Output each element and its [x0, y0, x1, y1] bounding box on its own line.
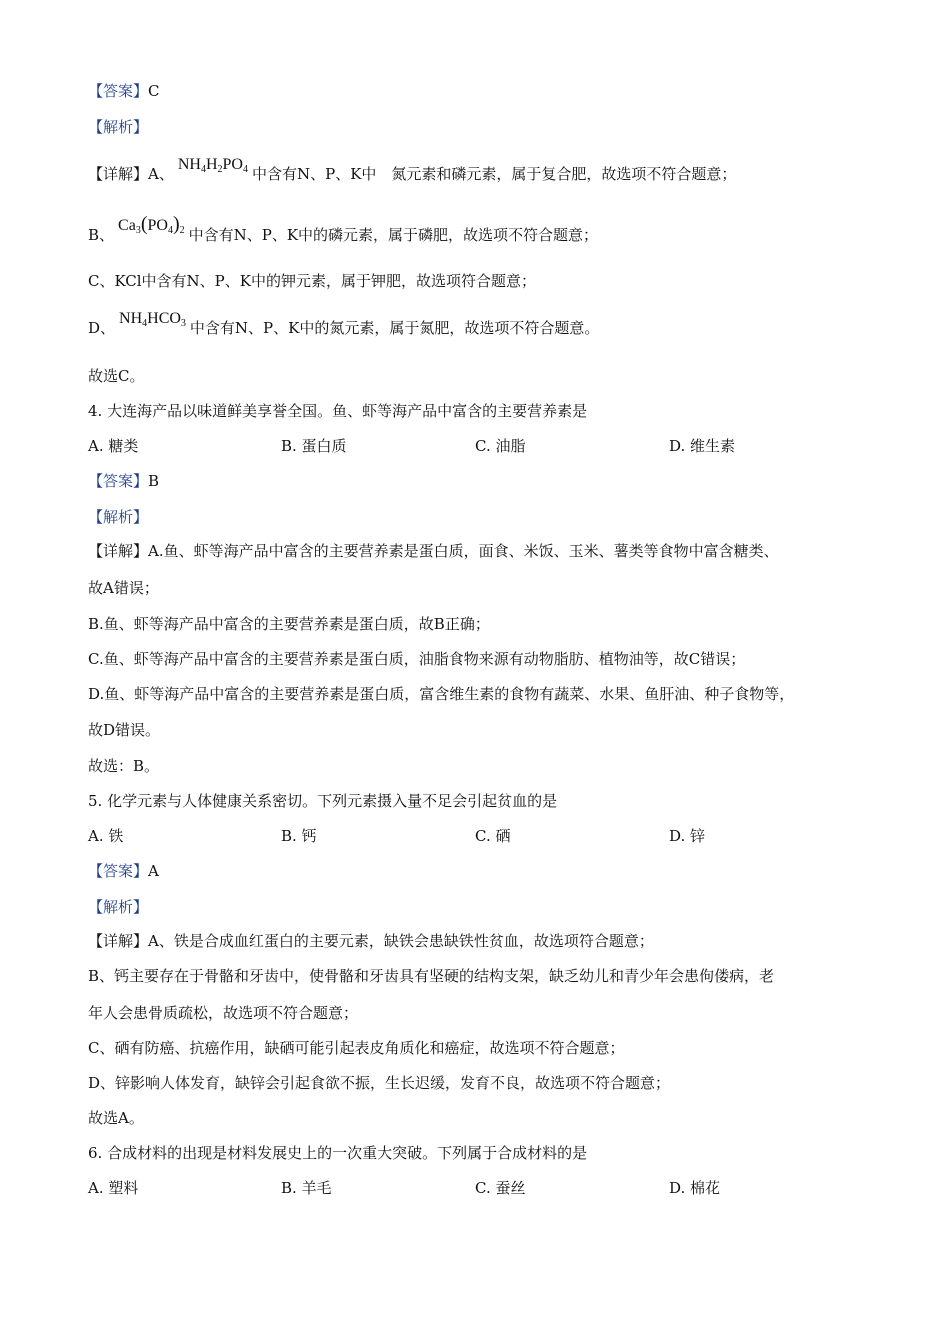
- formula-ca3po42: $Ca_3(PO_4)_2$: [118, 213, 185, 236]
- q4-option-b: B. 蛋白质: [281, 437, 347, 455]
- question-5-stem: 5. 化学元素与人体健康关系密切。下列元素摄入量不足会引起贫血的是: [88, 792, 558, 810]
- answer-line-q5: 【答案】A: [88, 862, 159, 880]
- conclusion-q3: 故选C。: [88, 367, 145, 385]
- q4-option-a: A. 糖类: [88, 437, 139, 455]
- answer-value: B: [148, 472, 160, 490]
- detail-q4-line-2: 故A错误；: [88, 579, 159, 597]
- q5-option-c: C. 硒: [475, 827, 511, 845]
- detail-q3-a: 【详解】A、$NH_4H_2PO_4$ 中含有N、P、K中 氮元素和磷元素，属于复合肥，故选项不符合题意；: [88, 156, 737, 183]
- detail-q5-line-4: C、硒有防癌、抗癌作用，缺硒可能引起表皮角质化和癌症，故选项不符合题意；: [88, 1039, 625, 1057]
- analysis-tag-q5: 【解析】: [88, 898, 149, 916]
- answer-value: A: [148, 862, 159, 880]
- formula-nh4hco3: $NH_4HCO_3$: [119, 310, 186, 329]
- detail-q4-line-1: 【详解】A.鱼、虾等海产品中富含的主要营养素是蛋白质，面食、米饭、玉米、薯类等食物中富含糖类、: [88, 542, 779, 560]
- q4-option-d: D. 维生素: [669, 437, 736, 455]
- detail-tag: 【详解】: [88, 542, 149, 560]
- detail-q4-line-5: D.鱼、虾等海产品中富含的主要营养素是蛋白质，富含维生素的食物有蔬菜、水果、鱼肝油、种子食物等，: [88, 685, 795, 703]
- detail-tag: 【详解】: [88, 165, 149, 183]
- q5-option-b: B. 钙: [281, 827, 317, 845]
- detail-q3-d: D、$NH_4HCO_3$ 中含有N、P、K中的氮元素，属于氮肥，故选项不符合题意。: [88, 310, 600, 337]
- conclusion-q5: 故选A。: [88, 1109, 144, 1127]
- detail-q5-line-3: 年人会患骨质疏松，故选项不符合题意；: [88, 1004, 359, 1022]
- q4-option-c: C. 油脂: [475, 437, 526, 455]
- detail-q3-c: C、KCl中含有N、P、K中的钾元素，属于钾肥，故选项符合题意；: [88, 272, 536, 290]
- detail-q4-line-6: 故D错误。: [88, 721, 161, 739]
- detail-q4-line-3: B.鱼、虾等海产品中富含的主要营养素是蛋白质，故B正确；: [88, 615, 490, 633]
- answer-tag: 【答案】: [88, 82, 149, 100]
- detail-q5-line-1: 【详解】A、铁是合成血红蛋白的主要元素，缺铁会患缺铁性贫血，故选项符合题意；: [88, 932, 654, 950]
- conclusion-q4: 故选：B。: [88, 757, 160, 775]
- q5-option-a: A. 铁: [88, 827, 124, 845]
- detail-tag: 【详解】: [88, 932, 149, 950]
- detail-q4-line-4: C.鱼、虾等海产品中富含的主要营养素是蛋白质，油脂食物来源有动物脂肪、植物油等，故C错误；: [88, 650, 746, 668]
- question-6-stem: 6. 合成材料的出现是材料发展史上的一次重大突破。下列属于合成材料的是: [88, 1144, 588, 1162]
- q6-option-c: C. 蚕丝: [475, 1179, 526, 1197]
- q6-option-b: B. 羊毛: [281, 1179, 332, 1197]
- analysis-tag-q3: 【解析】: [88, 118, 149, 136]
- detail-q3-b: B、$Ca_3(PO_4)_2$ 中含有N、P、K中的磷元素，属于磷肥，故选项不符合题意；: [88, 213, 599, 244]
- answer-line-q3: [88, 81, 160, 101]
- detail-q5-line-2: B、钙主要存在于骨骼和牙齿中，使骨骼和牙齿具有坚硬的结构支架，缺乏幼儿和青少年会患佝偻病，老: [88, 967, 775, 985]
- q5-option-d: D. 锌: [669, 827, 706, 845]
- detail-q5-line-5: D、锌影响人体发育，缺锌会引起食欲不振，生长迟缓，发育不良，故选项不符合题意；: [88, 1074, 671, 1092]
- answer-line-q4: 【答案】B: [88, 472, 160, 490]
- q6-option-d: D. 棉花: [669, 1179, 721, 1197]
- answer-value: C: [148, 82, 160, 100]
- analysis-tag-q4: 【解析】: [88, 508, 149, 526]
- q6-option-a: A. 塑料: [88, 1179, 139, 1197]
- question-4-stem: 4. 大连海产品以味道鲜美享誉全国。鱼、虾等海产品中富含的主要营养素是: [88, 402, 588, 420]
- formula-nh4h2po4: $NH_4H_2PO_4$: [177, 156, 248, 175]
